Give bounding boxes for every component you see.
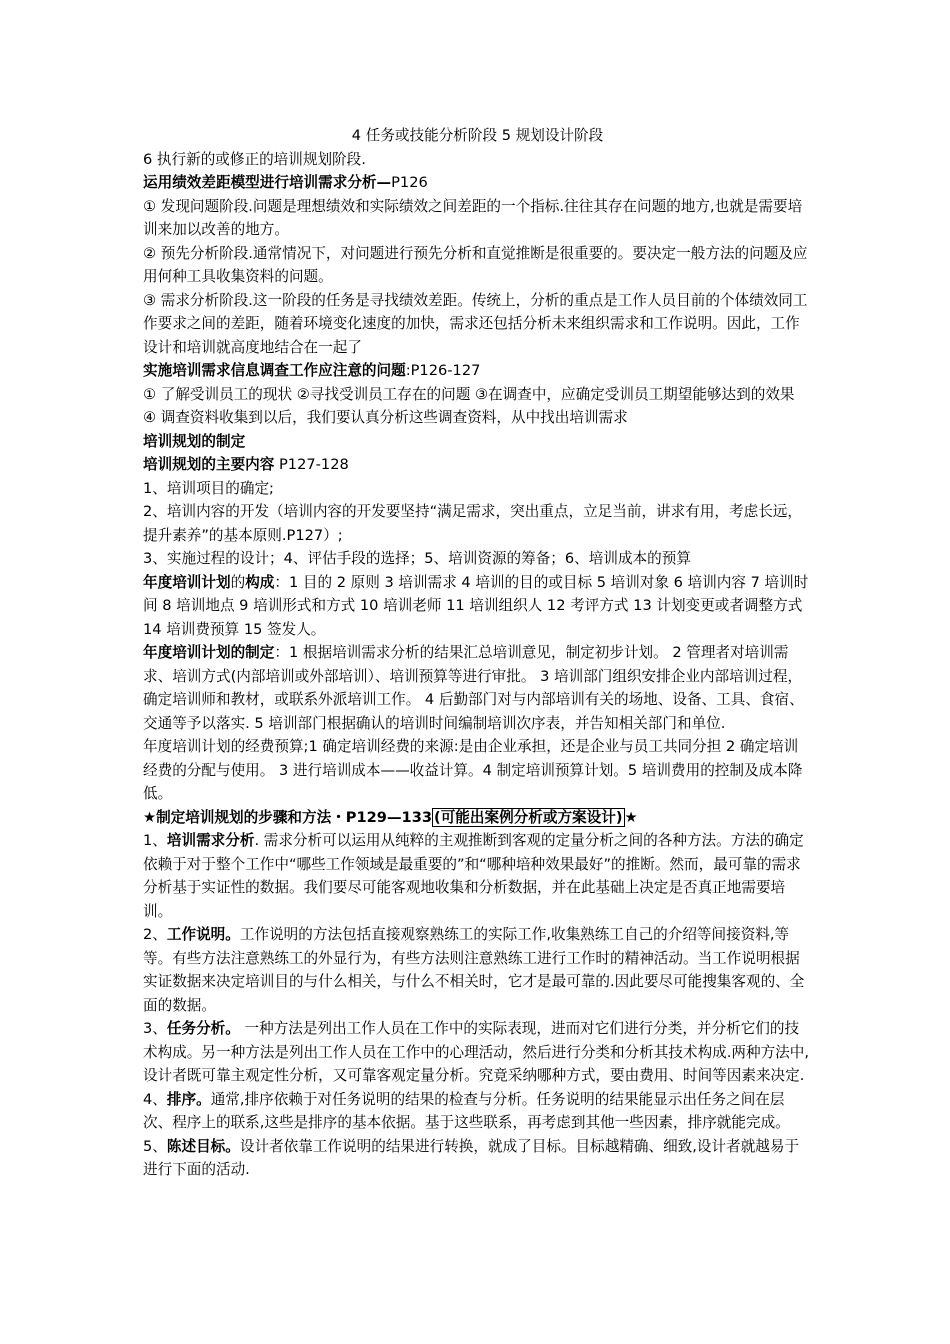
annual-plan-making-label: 年度培训计划的制定 bbox=[143, 644, 275, 661]
star-icon: ★ bbox=[624, 808, 638, 826]
list-item-3-6: 3、实施过程的设计；4、评估手段的选择；5、培训资源的筹备；6、培训成本的预算 bbox=[143, 550, 691, 567]
heading-plan-making: 培训规划的制定 bbox=[143, 432, 246, 450]
heading-plan-contents-ref: P127-128 bbox=[274, 456, 349, 473]
step-5-objectives: 5、陈述目标。设计者依靠工作说明的结果进行转换，就成了目标。目标越精确、细致,设计者就越易于进行下面的活动. bbox=[143, 1137, 800, 1178]
list-item-1: 1、培训项目的确定; bbox=[143, 479, 274, 497]
heading-survey-notes-text: 实施培训需求信息调查工作应注意的问题 bbox=[143, 362, 406, 379]
step-3-task-analysis: 3、任务分析。 一种方法是列出工作人员在工作中的实际表现，进而对它们进行分类，并分析它们的技术构成。另一种方法是列出工作人员在工作中的心理活动，然后进行分类和分析其技术构成.两种方法中,设计者既可靠主观定性分析，又可靠客观定量分析。究竟采纳哪种方式，要由费用、时间等因素来决定. bbox=[143, 1020, 810, 1084]
step-2-job-description: 2、工作说明。工作说明的方法包括直接观察熟练工的实际工作,收集熟练工自己的介绍等间接资料,等等。有些方法注意熟练工的外显行为，有些方法则注意熟练工进行工作时的精神活动。当工作说明根据实证数据来决定培训目的与什么相关，与什么不相关时，它才是最可靠的.因此要尽可能搜集客观的、全面的数据。 bbox=[143, 926, 805, 1014]
heading-survey-notes-ref: :P126-127 bbox=[405, 362, 481, 379]
paragraph-survey-point-4: ④ 调查资料收集到以后，我们要认真分析这些调查资料，从中找出培训需求 bbox=[143, 409, 628, 426]
step-4-sequencing: 4、排序。通常,排序依赖于对任务说明的结果的检查与分析。任务说明的结果能显示出任务之间在层次、程序上的联系,这些是排序的基本依据。基于这些联系，再考虑到其他一些因素，排序就能完成。 bbox=[143, 1090, 790, 1131]
list-item-2: 2、培训内容的开发（培训内容的开发要坚持“满足需求，突出重点，立足当前，讲求有用，考虑长远，提升素养”的基本原则.P127）; bbox=[143, 503, 802, 544]
heading-plan-contents-text: 培训规划的主要内容 bbox=[143, 456, 275, 473]
annual-plan-label: 年度培训计划 bbox=[143, 573, 231, 591]
paragraph-discover-stage: ① 发现问题阶段.问题是理想绩效和实际绩效之间差距的一个指标.往往其存在问题的地方,也就是需要培训来加以改善的地方。 bbox=[143, 197, 803, 238]
heading-plan-contents bbox=[143, 453, 812, 477]
paragraph-annual-plan-budget: 年度培训计划的经费预算;1 确定培训经费的来源:是由企业承担，还是企业与员工共同分担 2 确定培训经费的分配与使用。 3 进行培训成本——收益计算。4 制定培训预算计划。5 培训费用的控制及成本降低。 bbox=[143, 738, 803, 802]
stage-6-line: 6 执行新的或修正的培训规划阶段. bbox=[143, 150, 366, 168]
paragraph-survey-points-1-3: ① 了解受训员工的现状 ②寻找受训员工存在的问题 ③在调查中，应确定受训员工期望能够达到的效果 bbox=[143, 385, 795, 403]
heading-performance-gap-text: 运用绩效差距模型进行培训需求分析— bbox=[143, 174, 392, 191]
paragraph-preanalysis-stage: ② 预先分析阶段.通常情况下，对问题进行预先分析和直觉推断是很重要的。要决定一般方法的问题及应用何种工具收集资料的问题。 bbox=[143, 244, 808, 285]
paragraph-needs-analysis-stage: ③ 需求分析阶段.这一阶段的任务是寻找绩效差距。传统上，分析的重点是工作人员目前的个体绩效同工作要求之间的差距，随着环境变化速度的加快，需求还包括分析未来组织需求和工作说明。因此，工作设计和培训就高度地结合在一起了 bbox=[143, 291, 808, 356]
heading-steps-methods: ★制定培训规划的步骤和方法・P129—133 (可能出案例分析或方案设计) ★ bbox=[143, 808, 638, 826]
heading-performance-gap-ref: P126 bbox=[391, 174, 428, 191]
stage-4-5-line: 4 任务或技能分析阶段 5 规划设计阶段 bbox=[351, 127, 604, 144]
case-analysis-box: (可能出案例分析或方案设计) bbox=[434, 808, 623, 826]
heading-survey-notes bbox=[143, 359, 812, 383]
paragraph-annual-plan-structure: 年度培训计划的构成：1 目的 2 原则 3 培训需求 4 培训的目的或目标 5 培训对象 6 培训内容 7 培训时间 8 培训地点 9 培训形式和方式 10 培训老师 11 培训组织人 12 考评方式 13 计划变更或者调整方式 14 培训费预算 15 签发人。 bbox=[143, 573, 809, 638]
paragraph-annual-plan-making: 年度培训计划的制定：1 根据培训需求分析的结果汇总培训意见，制定初步计划。 2 管理者对培训需求、培训方式(内部培训或外部培训）、培训预算等进行审批。 3 培训部门组织安排企业内部培训过程，确定培训师和教材，或联系外派培训工作。 4 后勤部门对与内部培训有关的场地、设备、工具、食宿、交通等予以落实. 5 培训部门根据确认的培训时间编制培训次序表，并告知相关部门和单位. bbox=[143, 644, 804, 732]
heading-performance-gap bbox=[143, 171, 812, 195]
step-1-needs-analysis: 1、培训需求分析. 需求分析可以运用从纯粹的主观推断到客观的定量分析之间的各种方法。方法的确定依赖于对于整个工作中“哪些工作领域是最重要的”和“哪种培种效果最好”的推断。然而，最可靠的需求分析基于实证性的数据。我们要尽可能客观地收集和分析数据，并在此基础上决定是否真正地需要培训。 bbox=[143, 832, 804, 920]
